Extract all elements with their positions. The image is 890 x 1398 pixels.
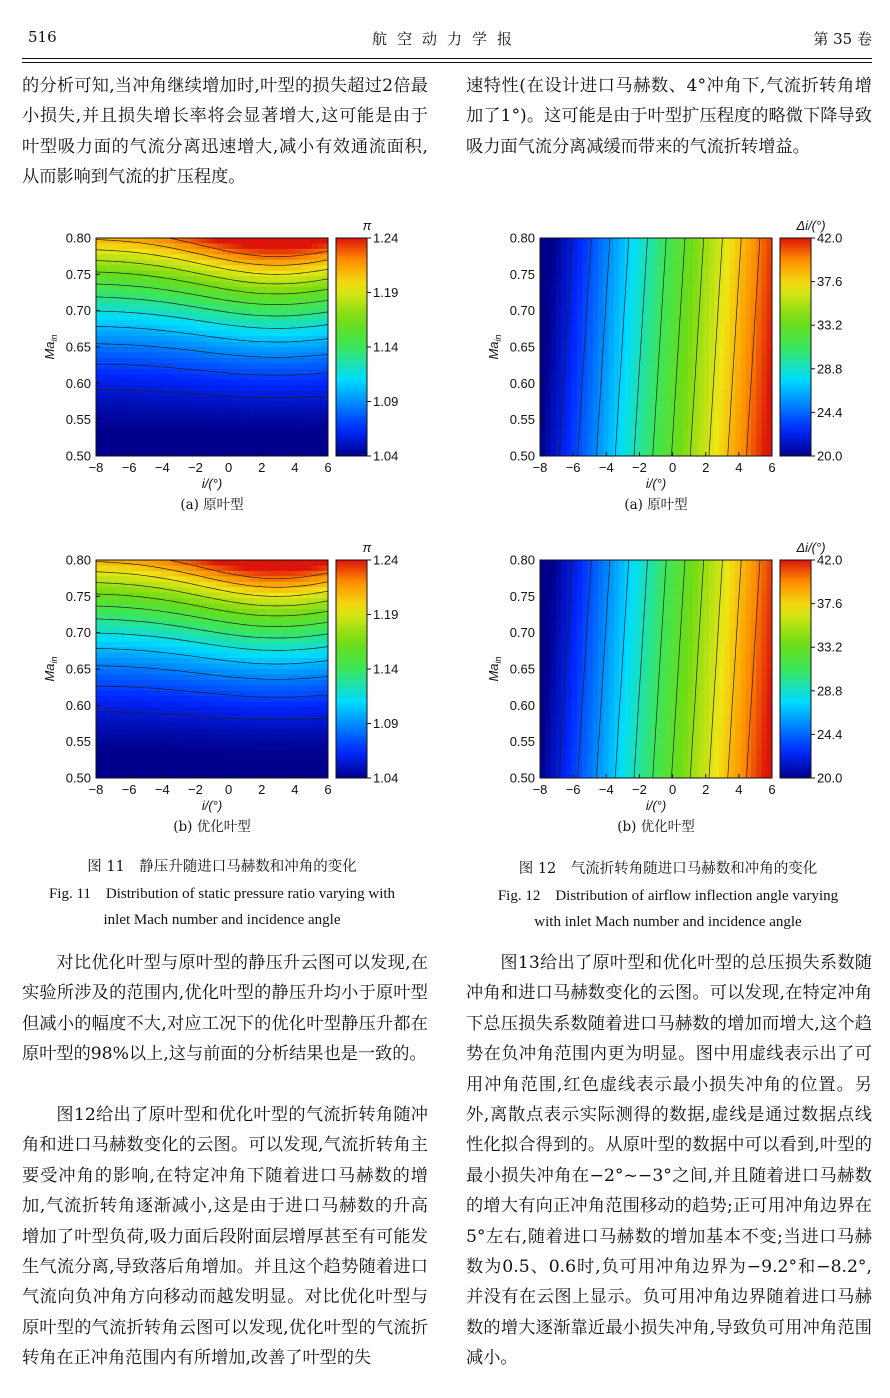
header-rule-thin [22, 62, 872, 63]
x-tick-label: 6 [768, 460, 776, 475]
subplot-title: (a) 原叶型 [624, 497, 688, 513]
x-tick-label: 2 [258, 782, 266, 797]
x-tick-label: 4 [735, 460, 743, 475]
y-tick-label: 0.70 [509, 625, 535, 641]
x-axis-label: i/(°) [201, 798, 223, 813]
colorbar-tick-label: 1.24 [373, 552, 399, 568]
colorbar-tick-label: 42.0 [817, 552, 843, 568]
subplot-title: (b) 优化叶型 [617, 819, 695, 835]
colorbar-title: Δi/(°) [796, 540, 826, 555]
colorbar-tick-label: 1.04 [373, 448, 399, 464]
colorbar [336, 560, 367, 778]
colorbar-tick-label: 1.04 [373, 770, 399, 786]
y-tick-label: 0.50 [509, 448, 535, 464]
x-tick-label: 4 [291, 782, 299, 797]
colorbar [780, 560, 811, 778]
colorbar-tick-label: 1.09 [373, 394, 399, 409]
colorbar-tick-label: 42.0 [817, 230, 843, 246]
heatmap-field [96, 238, 329, 457]
x-tick-label: −6 [565, 460, 581, 475]
x-tick-label: −4 [154, 782, 170, 797]
y-tick-label: 0.80 [509, 552, 535, 568]
y-tick-label: 0.65 [509, 339, 535, 355]
heatmap-field [540, 560, 773, 779]
x-tick-label: −2 [632, 460, 647, 475]
figure-12a [462, 208, 854, 526]
y-tick-label: 0.80 [509, 230, 535, 246]
y-tick-label: 0.60 [509, 375, 535, 391]
x-tick-label: 0 [668, 782, 677, 797]
figure-11b [18, 530, 410, 848]
x-tick-label: −8 [88, 460, 104, 475]
paragraph-left-top: 的分析可知,当冲角继续增加时,叶型的损失超过2倍最小损失,并且损失增长率将会显著增大,这可能是由于叶型吸力面的气流分离迅速增大,减小有效通流面积,从而影响到气流的扩压程度。 [22, 76, 428, 188]
y-axis-label: $Ma_{in}$ [42, 334, 59, 360]
heatmap-field [540, 238, 773, 457]
x-axis-label: i/(°) [201, 476, 223, 491]
colorbar-tick-label: 1.09 [373, 716, 399, 731]
x-tick-label: −8 [532, 460, 548, 475]
y-tick-label: 0.60 [65, 697, 91, 713]
header-rule-thick [22, 58, 872, 59]
y-tick-label: 0.50 [65, 770, 91, 786]
x-tick-label: −8 [532, 782, 548, 797]
colorbar-tick-label: 33.2 [817, 639, 843, 655]
x-tick-label: −6 [121, 782, 137, 797]
page-number: 516 [28, 28, 57, 46]
caption-cn: 图 11 静压升随进口马赫数和冲角的变化 [87, 859, 357, 875]
x-tick-label: −8 [88, 782, 104, 797]
y-tick-label: 0.50 [509, 770, 535, 786]
paragraph-left-1: 对比优化叶型与原叶型的静压升云图可以发现,在实验所涉及的范围内,优化叶型的静压升均小于原叶型但减小的幅度不大,对应工况下的优化叶型静压升都在原叶型的98%以上,这与前面的分析结果也是一致的。 [22, 953, 428, 1065]
y-axis-label: $Ma_{in}$ [486, 656, 503, 682]
x-tick-label: 2 [702, 782, 710, 797]
y-tick-label: 0.65 [65, 339, 91, 355]
subplot-title: (b) 优化叶型 [173, 819, 251, 835]
x-tick-label: 0 [668, 460, 677, 475]
y-tick-label: 0.55 [509, 412, 535, 428]
y-tick-label: 0.50 [65, 448, 91, 464]
x-tick-label: 6 [768, 782, 776, 797]
colorbar-title: π [362, 218, 372, 233]
y-tick-label: 0.55 [65, 412, 91, 428]
paragraph-right-top: 速特性(在设计进口马赫数、4°冲角下,气流折转角增加了1°)。这可能是由于叶型扩压程度的略微下降导致吸力面气流分离减缓而带来的气流折转增益。 [466, 76, 872, 157]
y-tick-label: 0.60 [509, 697, 535, 713]
y-tick-label: 0.75 [509, 266, 535, 282]
caption-en-line2: with inlet Mach number and incidence angle [534, 914, 802, 930]
colorbar-tick-label: 1.19 [373, 607, 399, 622]
y-axis-label: $Ma_{in}$ [42, 656, 59, 682]
y-tick-label: 0.70 [65, 303, 91, 319]
x-tick-label: 4 [291, 460, 299, 475]
colorbar-tick-label: 1.14 [373, 661, 399, 677]
caption-en-line1: Fig. 11 Distribution of static pressure ratio varying with [48, 886, 396, 902]
y-tick-label: 0.75 [65, 266, 91, 282]
colorbar-tick-label: 37.6 [817, 274, 843, 290]
figure-12-caption [458, 856, 878, 935]
x-tick-label: −6 [121, 460, 137, 475]
colorbar-tick-label: 24.4 [817, 726, 843, 742]
y-tick-label: 0.55 [509, 734, 535, 750]
figure-11-caption [12, 854, 432, 933]
x-tick-label: −2 [188, 782, 203, 797]
x-tick-label: −6 [565, 782, 581, 797]
colorbar-tick-label: 37.6 [817, 596, 843, 612]
y-tick-label: 0.80 [65, 230, 91, 246]
colorbar [336, 238, 367, 456]
x-tick-label: 2 [258, 460, 266, 475]
figure-12b [462, 530, 854, 848]
colorbar-tick-label: 28.8 [817, 683, 843, 699]
x-tick-label: −2 [188, 460, 203, 475]
paragraph-left-2: 图12给出了原叶型和优化叶型的气流折转角随冲角和进口马赫数变化的云图。可以发现,气流折转角主要受冲角的影响,在特定冲角下随着进口马赫数的增加,气流折转角逐渐减小,这是由于进口马赫数的升高增加了叶型负荷,吸力面后段附面层增厚甚至有可能发生气流分离,导致落后角增加。并且这个趋势随着进口气流向负冲角方向移动而越发明显。对比优化叶型与原叶型的气流折转角云图可以发现,优化叶型的气流折转角在正冲角范围内有所增加,改善了叶型的失 [22, 1105, 428, 1369]
y-tick-label: 0.75 [65, 588, 91, 604]
journal-title: 航空动力学报 [371, 30, 522, 48]
y-tick-label: 0.65 [65, 661, 91, 677]
x-tick-label: 0 [224, 460, 233, 475]
volume-number: 第 35 卷 [813, 30, 872, 48]
x-tick-label: 6 [324, 460, 332, 475]
colorbar-tick-label: 1.19 [373, 285, 399, 300]
subplot-title: (a) 原叶型 [180, 497, 244, 513]
y-tick-label: 0.70 [65, 625, 91, 641]
x-tick-label: −2 [632, 782, 647, 797]
colorbar-tick-label: 28.8 [817, 361, 843, 377]
x-axis-label: i/(°) [645, 476, 667, 491]
colorbar [780, 238, 811, 456]
x-tick-label: −4 [154, 460, 170, 475]
x-axis-label: i/(°) [645, 798, 667, 813]
y-axis-label: $Ma_{in}$ [486, 334, 503, 360]
x-tick-label: 0 [224, 782, 233, 797]
caption-en-line1: Fig. 12 Distribution of airflow inflection angle varying [497, 888, 839, 904]
caption-cn: 图 12 气流折转角随进口马赫数和冲角的变化 [518, 861, 818, 877]
caption-en-line2: inlet Mach number and incidence angle [103, 912, 341, 928]
paragraph-right-1: 图13给出了原叶型和优化叶型的总压损失系数随冲角和进口马赫数变化的云图。可以发现,在特定冲角下总压损失系数随着进口马赫数的增加而增大,这个趋势在负冲角范围内更为明显。图中用虚线表示出了可用冲角范围,红色虚线表示最小损失冲角的位置。另外,离散点表示实际测得的数据,虚线是通过数据点线性化拟合得到的。从原叶型的数据中可以看到,叶型的最小损失冲角在−2°~−3°之间,并且随着进口马赫数的增大有向正冲角范围移动的趋势;正可用冲角边界在5°左右,随着进口马赫数的增加基本不变;当进口马赫数为0.5、0.6时,负可用冲角边界为−9.2°和−8.2°,并没有在云图上显示。负可用冲角边界随着进口马赫数的增大逐渐靠近最小损失冲角,导致负可用冲角范围减小。 [466, 953, 872, 1369]
y-tick-label: 0.70 [509, 303, 535, 319]
y-tick-label: 0.65 [509, 661, 535, 677]
y-tick-label: 0.75 [509, 588, 535, 604]
x-tick-label: 6 [324, 782, 332, 797]
figure-11a [18, 208, 410, 526]
x-tick-label: 2 [702, 460, 710, 475]
y-tick-label: 0.60 [65, 375, 91, 391]
colorbar-tick-label: 20.0 [817, 448, 843, 464]
colorbar-tick-label: 1.14 [373, 339, 399, 355]
x-tick-label: −4 [598, 460, 614, 475]
x-tick-label: −4 [598, 782, 614, 797]
y-tick-label: 0.55 [65, 734, 91, 750]
colorbar-tick-label: 24.4 [817, 404, 843, 420]
colorbar-tick-label: 1.24 [373, 230, 399, 246]
y-tick-label: 0.80 [65, 552, 91, 568]
running-header [22, 28, 872, 50]
colorbar-tick-label: 20.0 [817, 770, 843, 786]
heatmap-field [96, 560, 329, 779]
x-tick-label: 4 [735, 782, 743, 797]
colorbar-title: π [362, 540, 372, 555]
colorbar-tick-label: 33.2 [817, 317, 843, 333]
colorbar-title: Δi/(°) [796, 218, 826, 233]
